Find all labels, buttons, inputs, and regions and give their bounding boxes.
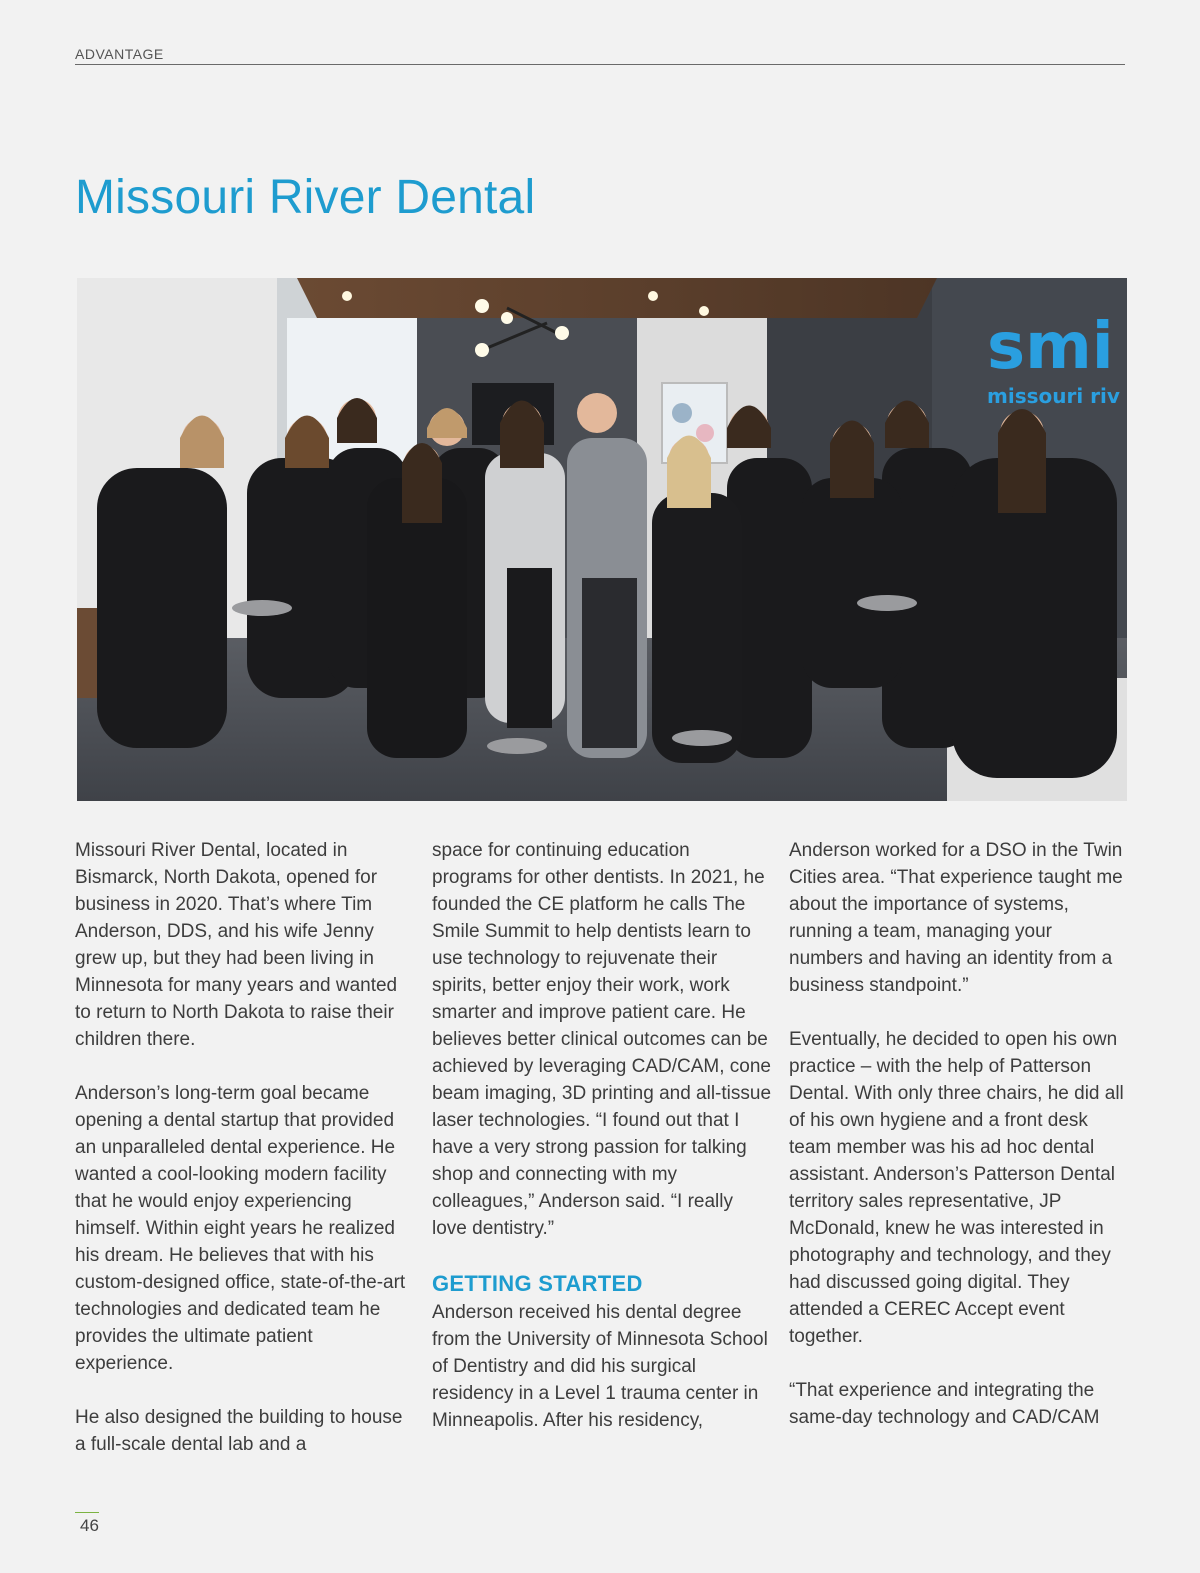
section-label: ADVANTAGE — [75, 46, 164, 62]
sign-text-sub: missouri riv — [987, 384, 1120, 408]
paragraph: Anderson received his dental degree from the University of Minnesota School of Dentistry and did his surgical residency in a Level 1 trauma center in Minneapolis. After his residency, — [432, 1302, 768, 1431]
header-rule — [75, 64, 1125, 65]
subheading: GETTING STARTED — [432, 1271, 643, 1296]
sign-text-main: smi — [987, 310, 1114, 384]
text-column-3 — [789, 837, 1129, 1431]
paragraph: Missouri River Dental, located in Bismarck, North Dakota, opened for business in 2020. That’s where Tim Anderson, DDS, and his wife Jenny grew up, but they had been living in Minnesota for many years and wanted to return to North Dakota to raise their children there. — [75, 840, 398, 1050]
page-number: 46 — [80, 1516, 99, 1535]
paragraph: He also designed the building to house a full-scale dental lab and a — [75, 1407, 403, 1455]
paragraph: Anderson worked for a DSO in the Twin Cities area. “That experience taught me about the importance of systems, running a team, managing your numbers and having an identity from a business standpoint.” — [789, 840, 1123, 996]
paragraph: Anderson’s long-term goal became opening a dental startup that provided an unparalleled dental experience. He wanted a cool-looking modern facility that he would enjoy experiencing himself. Within eight years he realized his dream. He believes that with his custom-designed office, state-of-the-art technologies and dedicated team he provides the ultimate patient experience. — [75, 1083, 406, 1374]
text-column-2 — [432, 837, 772, 1434]
text-column-1 — [75, 837, 415, 1458]
folio-rule — [75, 1512, 99, 1513]
team-photo-illustration — [77, 278, 1127, 801]
paragraph: “That experience and integrating the same-day technology and CAD/CAM — [789, 1380, 1100, 1428]
team-photo — [77, 278, 1127, 801]
page-title: Missouri River Dental — [75, 171, 536, 224]
paragraph: Eventually, he decided to open his own practice – with the help of Patterson Dental. With only three chairs, he did all of his own hygiene and a front desk team member was his ad hoc dental assistant. Anderson’s Patterson Dental territory sales representative, JP McDonald, knew he was interested in photography and technology, and they had discussed going digital. They attended a CEREC Accept event together. — [789, 1029, 1124, 1347]
paragraph: space for continuing education programs for other dentists. In 2021, he founded the CE platform he calls The Smile Summit to help dentists learn to use technology to rejuvenate their spirits, better enjoy their work, work smarter and improve patient care. He believes better clinical outcomes can be achieved by leveraging CAD/CAM, cone beam imaging, 3D printing and all-tissue laser technologies. “I found out that I have a very strong passion for talking shop and connecting with my colleagues,” Anderson said. “I really love dentistry.” — [432, 840, 772, 1239]
